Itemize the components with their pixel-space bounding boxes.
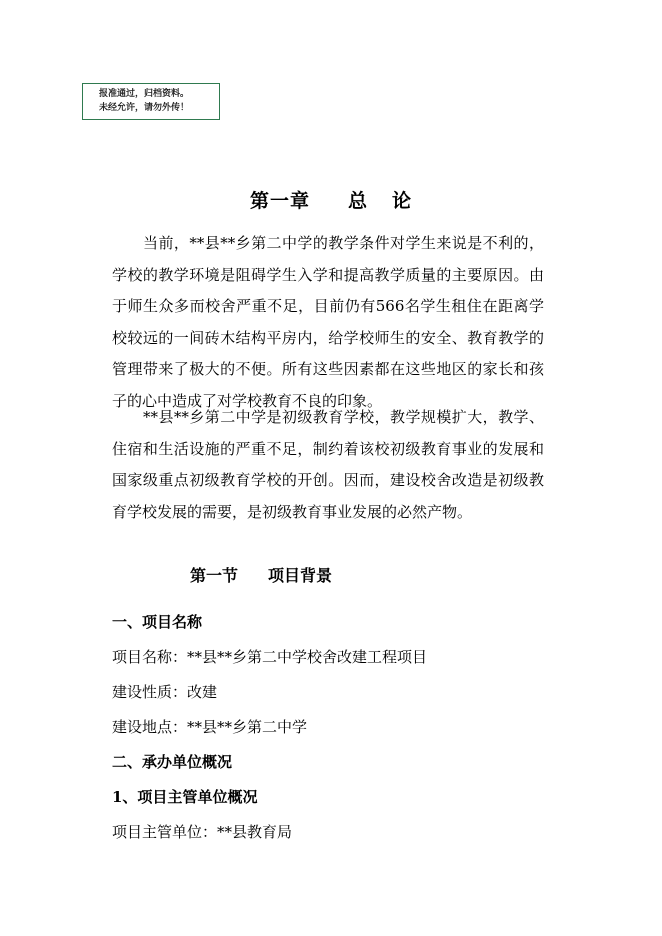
chapter-title-part1: 总 — [347, 190, 368, 212]
chapter-title — [0, 186, 662, 213]
supervisor-unit-line: 项目主管单位：**县教育局 — [112, 823, 293, 841]
chapter-number: 第一章 — [249, 190, 310, 212]
approval-stamp — [82, 83, 220, 120]
stamp-line-1: 报准通过，归档资料。 — [99, 89, 190, 99]
heading-organizer-overview: 二、承办单位概况 — [112, 753, 233, 771]
section-title — [190, 563, 332, 586]
heading-supervisor-overview: 1、项目主管单位概况 — [112, 788, 258, 806]
heading-project-name: 一、项目名称 — [112, 613, 203, 631]
project-name-line: 项目名称：**县**乡第二中学校舍改建工程项目 — [112, 648, 428, 666]
stamp-line-2: 未经允许，请勿外传！ — [99, 103, 190, 113]
section-name: 项目背景 — [268, 566, 333, 585]
construction-site-line: 建设地点：**县**乡第二中学 — [112, 718, 308, 736]
section-number: 第一节 — [190, 566, 239, 585]
chapter-title-part2: 论 — [392, 190, 413, 212]
paragraph-1: 当前，**县**乡第二中学的教学条件对学生来说是不利的，学校的教学环境是阻碍学生入学和提高教学质量的主要原因。由于师生众多而校舍严重不足，目前仍有566名学生租住在距离学校较远的一间砖木结构平房内，给学校师生的安全、教育教学的管理带来了极大的不便。所有这些因素都在这些地区的家长和孩子的心中造成了对学校教育不良的印象。 — [112, 234, 544, 410]
paragraph-2: **县**乡第二中学是初级教育学校，教学规模扩大，教学、住宿和生活设施的严重不足，制约着该校初级教育事业的发展和国家级重点初级教育学校的开创。因而，建设校舍改造是初级教育学校发展的需要，是初级教育事业发展的必然产物。 — [112, 408, 544, 521]
construction-nature-line: 建设性质：改建 — [112, 683, 218, 701]
